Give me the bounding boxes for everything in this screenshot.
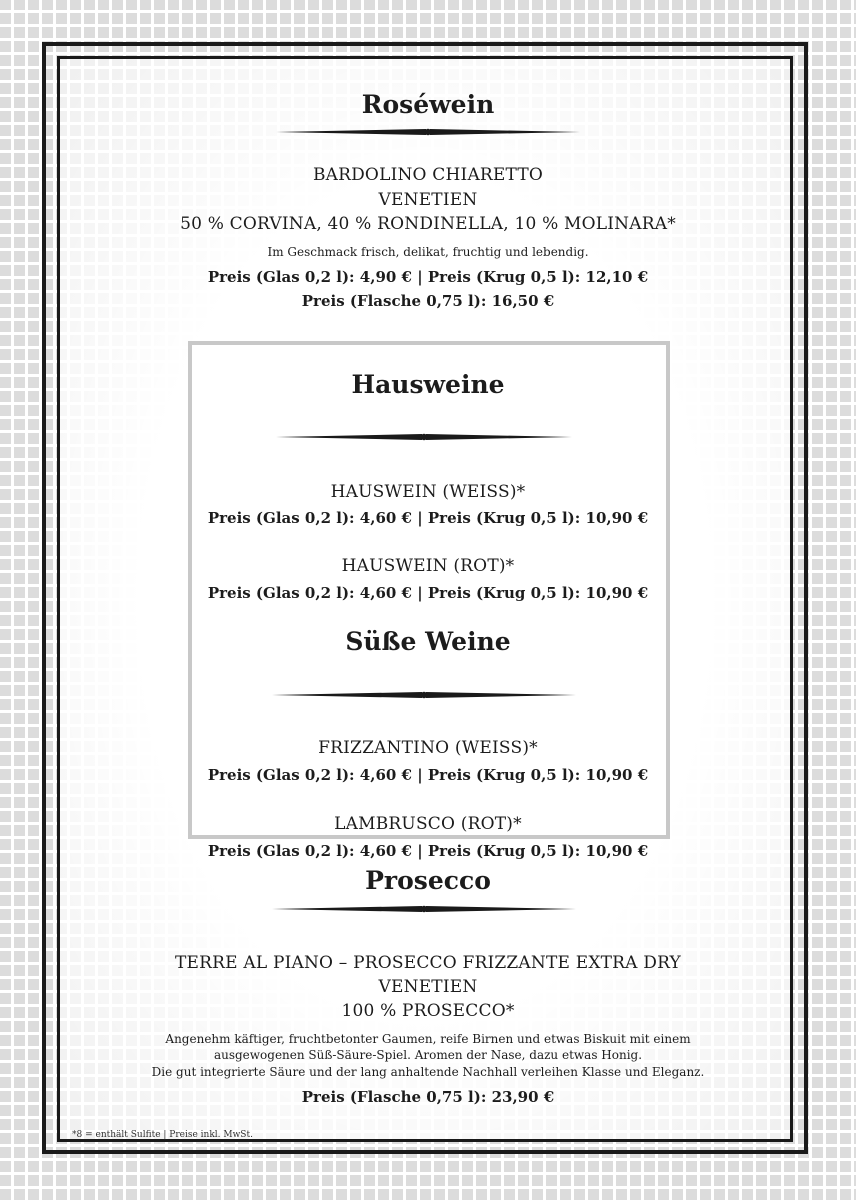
wine-name: LAMBRUSCO (ROT)* <box>334 814 522 834</box>
wine-price: Preis (Glas 0,2 l): 4,90 € | Preis (Krug 0,5 l): 12,10 € <box>207 268 649 286</box>
ornament-divider <box>272 689 576 701</box>
wine-description-line: Angenehm käftiger, fruchtbetonter Gaumen, reife Birnen und etwas Biskuit mit einem <box>165 1032 691 1046</box>
footnote: *8 = enthält Sulfite | Preise inkl. MwSt. <box>72 1130 253 1140</box>
wine-grapes: 50 % CORVINA, 40 % RONDINELLA, 10 % MOLINARA* <box>180 214 676 234</box>
wine-description-line: ausgewogenen Süß-Säure-Spiel. Aromen der Nase, dazu etwas Honig. <box>213 1048 643 1062</box>
wine-name: TERRE AL PIANO – PROSECCO FRIZZANTE EXTRA DRY <box>175 953 681 973</box>
wine-name: BARDOLINO CHIARETTO <box>312 165 544 185</box>
wine-grapes: 100 % PROSECCO* <box>341 1001 515 1021</box>
wine-name: FRIZZANTINO (WEISS)* <box>318 738 538 758</box>
section-title-rosewein: Roséwein <box>361 90 495 119</box>
wine-price: Preis (Glas 0,2 l): 4,60 € | Preis (Krug 0,5 l): 10,90 € <box>207 842 649 860</box>
ornament-divider <box>276 126 580 138</box>
wine-description-line: Die gut integrierte Säure und der lang anhaltende Nachhall verleihen Klasse und Eleganz. <box>151 1065 705 1079</box>
section-title-prosecco: Prosecco <box>365 866 491 895</box>
wine-price: Preis (Glas 0,2 l): 4,60 € | Preis (Krug 0,5 l): 10,90 € <box>207 509 649 527</box>
section-title-hausweine: Hausweine <box>351 370 505 399</box>
wine-name: HAUSWEIN (ROT)* <box>341 556 515 576</box>
ornament-divider <box>272 903 576 915</box>
section-title-suesse-weine: Süße Weine <box>345 627 511 656</box>
wine-price: Preis (Flasche 0,75 l): 23,90 € <box>301 1088 555 1106</box>
ornament-divider <box>276 431 572 443</box>
wine-price: Preis (Glas 0,2 l): 4,60 € | Preis (Krug 0,5 l): 10,90 € <box>207 584 649 602</box>
wine-price: Preis (Flasche 0,75 l): 16,50 € <box>301 292 555 310</box>
wine-region: VENETIEN <box>378 977 478 997</box>
wine-price: Preis (Glas 0,2 l): 4,60 € | Preis (Krug 0,5 l): 10,90 € <box>207 766 649 784</box>
wine-description: Im Geschmack frisch, delikat, fruchtig und lebendig. <box>267 245 589 259</box>
wine-region: VENETIEN <box>378 190 478 210</box>
wine-name: HAUSWEIN (WEISS)* <box>330 482 526 502</box>
